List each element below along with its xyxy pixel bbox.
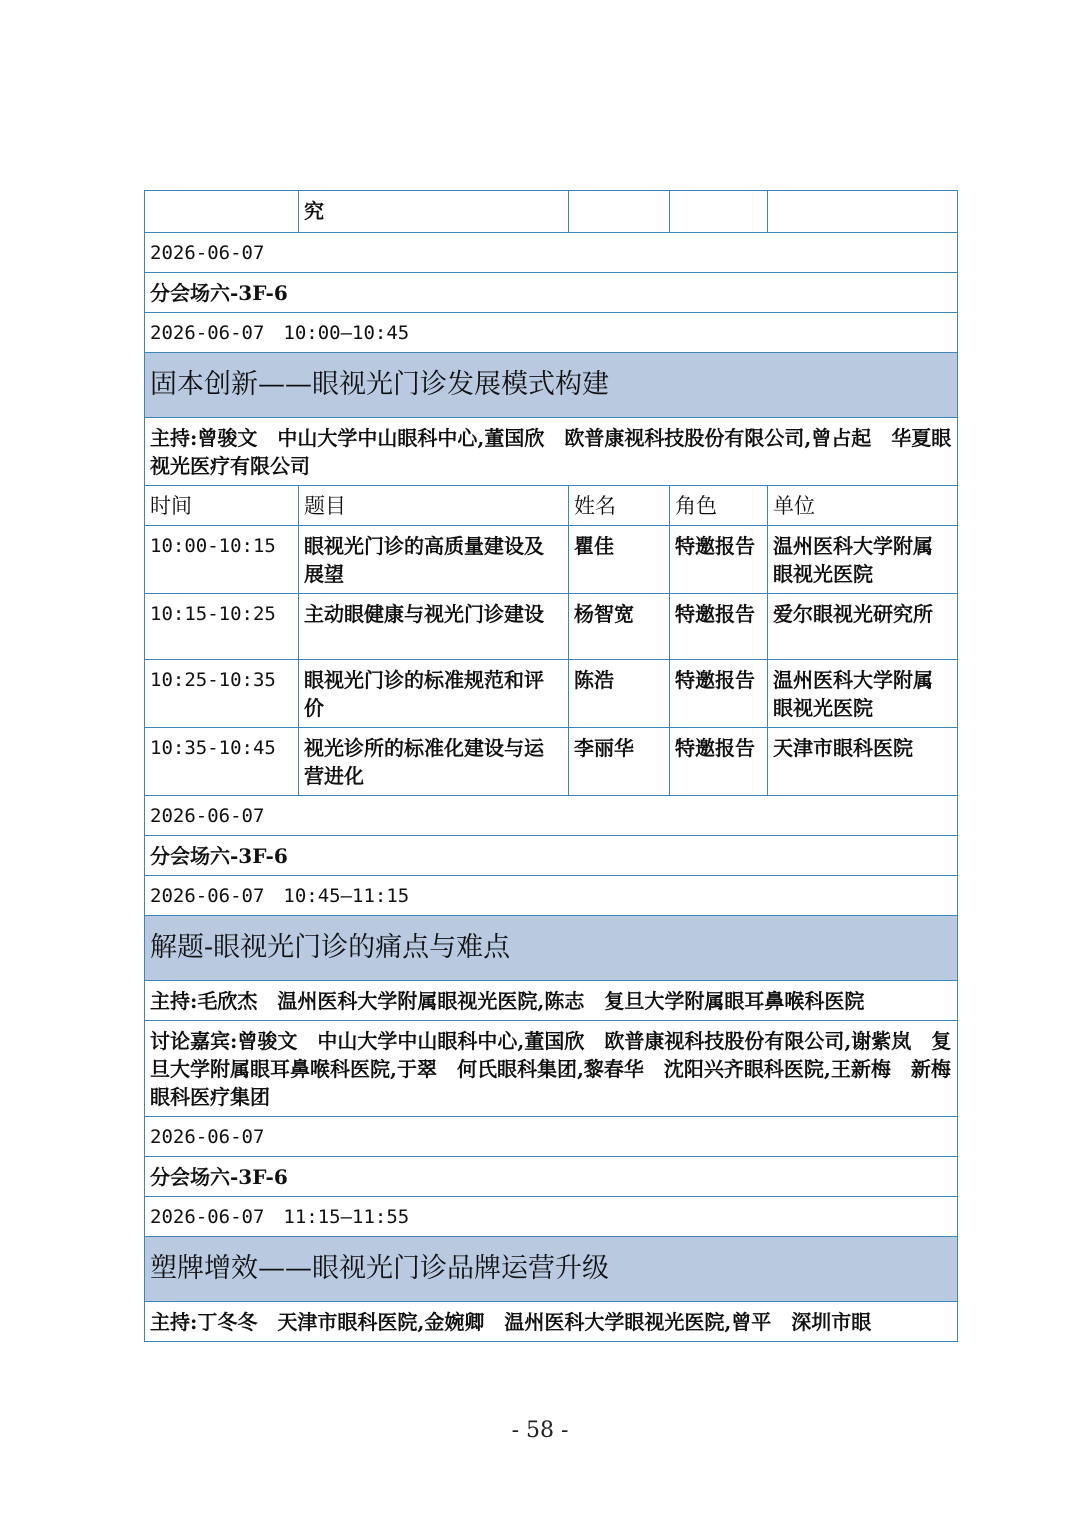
session-datetime: 2026-06-07 10:45—11:15 xyxy=(145,876,958,916)
table-row xyxy=(145,191,958,233)
header-name: 姓名 xyxy=(569,486,670,526)
header-topic: 题目 xyxy=(299,486,569,526)
session-datetime: 2026-06-07 11:15—11:55 xyxy=(145,1197,958,1237)
date-row xyxy=(145,1117,958,1157)
datetime-row xyxy=(145,876,958,916)
page-number: - 58 - xyxy=(511,1418,569,1443)
talk-unit: 天津市眼科医院 xyxy=(768,728,958,796)
header-unit: 单位 xyxy=(768,486,958,526)
table-row xyxy=(145,594,958,660)
topic-cell: 究 xyxy=(299,191,569,233)
header-role: 角色 xyxy=(670,486,768,526)
unit-cell xyxy=(768,191,958,233)
table-row xyxy=(145,660,958,728)
talk-topic: 眼视光门诊的高质量建设及展望 xyxy=(299,526,569,594)
talk-name: 陈浩 xyxy=(569,660,670,728)
table-row xyxy=(145,526,958,594)
talk-time: 10:00-10:15 xyxy=(145,526,299,594)
host-row xyxy=(145,981,958,1021)
session-title: 解题-眼视光门诊的痛点与难点 xyxy=(145,916,958,981)
session-date: 2026-06-07 xyxy=(145,1117,958,1157)
time-cell xyxy=(145,191,299,233)
session-title: 塑牌增效——眼视光门诊品牌运营升级 xyxy=(145,1237,958,1302)
table-header-row xyxy=(145,486,958,526)
session-datetime: 2026-06-07 10:00—10:45 xyxy=(145,313,958,353)
table-row xyxy=(145,728,958,796)
session-title-row xyxy=(145,916,958,981)
datetime-row xyxy=(145,1197,958,1237)
talk-name: 瞿佳 xyxy=(569,526,670,594)
venue-row xyxy=(145,836,958,876)
talk-topic: 视光诊所的标准化建设与运营进化 xyxy=(299,728,569,796)
discussants-row xyxy=(145,1021,958,1117)
header-time: 时间 xyxy=(145,486,299,526)
session-host: 主持:毛欣杰 温州医科大学附属眼视光医院,陈志 复旦大学附属眼耳鼻喉科医院 xyxy=(145,981,958,1021)
venue-row xyxy=(145,1157,958,1197)
talk-time: 10:35-10:45 xyxy=(145,728,299,796)
talk-role: 特邀报告 xyxy=(670,594,768,660)
session-venue: 分会场六-3F-6 xyxy=(145,836,958,876)
session-date: 2026-06-07 xyxy=(145,796,958,836)
talk-unit: 温州医科大学附属眼视光医院 xyxy=(768,526,958,594)
talk-topic: 主动眼健康与视光门诊建设 xyxy=(299,594,569,660)
talk-name: 李丽华 xyxy=(569,728,670,796)
talk-unit: 温州医科大学附属眼视光医院 xyxy=(768,660,958,728)
talk-time: 10:25-10:35 xyxy=(145,660,299,728)
session-host: 主持:曾骏文 中山大学中山眼科中心,董国欣 欧普康视科技股份有限公司,曾占起 华夏眼视光医疗有限公司 xyxy=(145,418,958,486)
venue-row xyxy=(145,273,958,313)
host-row xyxy=(145,418,958,486)
name-cell xyxy=(569,191,670,233)
talk-role: 特邀报告 xyxy=(670,526,768,594)
session-date: 2026-06-07 xyxy=(145,233,958,273)
talk-time: 10:15-10:25 xyxy=(145,594,299,660)
talk-name: 杨智宽 xyxy=(569,594,670,660)
session-venue: 分会场六-3F-6 xyxy=(145,1157,958,1197)
host-row xyxy=(145,1302,958,1342)
session-title-row xyxy=(145,1237,958,1302)
session-title: 固本创新——眼视光门诊发展模式构建 xyxy=(145,353,958,418)
talk-role: 特邀报告 xyxy=(670,728,768,796)
talk-topic: 眼视光门诊的标准规范和评价 xyxy=(299,660,569,728)
talk-unit: 爱尔眼视光研究所 xyxy=(768,594,958,660)
session-venue: 分会场六-3F-6 xyxy=(145,273,958,313)
session-title-row xyxy=(145,353,958,418)
datetime-row xyxy=(145,313,958,353)
session-discussants: 讨论嘉宾:曾骏文 中山大学中山眼科中心,董国欣 欧普康视科技股份有限公司,谢紫岚 复旦大学附属眼耳鼻喉科医院,于翠 何氏眼科集团,黎春华 沈阳兴齐眼科医院,王新梅 新梅眼科医疗集团 xyxy=(145,1021,958,1117)
program-table xyxy=(144,190,958,1342)
date-row xyxy=(145,796,958,836)
session-host: 主持:丁冬冬 天津市眼科医院,金婉卿 温州医科大学眼视光医院,曾平 深圳市眼 xyxy=(145,1302,958,1342)
role-cell xyxy=(670,191,768,233)
date-row xyxy=(145,233,958,273)
talk-role: 特邀报告 xyxy=(670,660,768,728)
